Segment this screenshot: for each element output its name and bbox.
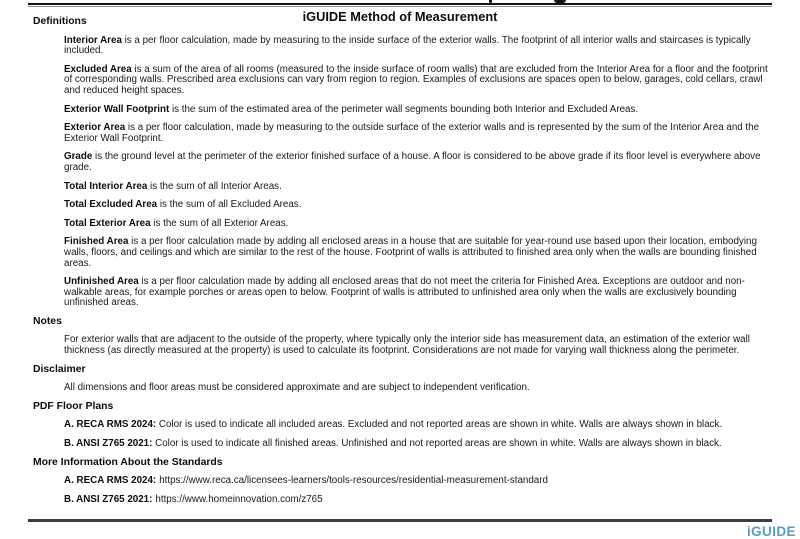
term-label: Total Exterior Area [64, 217, 151, 229]
definition-grade [64, 152, 772, 173]
pdf-floor-plans-text: Color is used to indicate all included areas. Excluded and not reported areas are shown in white. Walls are always shown in black. [156, 419, 723, 431]
term-label: A. RECA RMS 2024: [64, 419, 157, 431]
definition-text: is a per floor calculation made by adding all enclosed areas in a house that are suitable for year-round use based upon their location, embodying walls, floors, and ceilings and which are similar to the rest of the house. Footprint of walls is attributed to finished area only when the walls are bounding finished areas. [64, 236, 757, 269]
section-heading-notes: Notes [33, 315, 62, 327]
term-label: Interior Area [64, 34, 122, 46]
standard-link-reca-item [64, 476, 772, 487]
section-heading-more-information: More Information About the Standards [33, 456, 223, 468]
term-label: Unfinished Area [64, 276, 139, 288]
top-divider-rule-shadow [28, 6, 772, 7]
definition-text: is a sum of the area of all rooms (measured to the inside surface of room walls) that are excluded from the Interior Area for a floor and the footprint of corresponding walls. Prescribed area exclusions can vary from region to region. Examples of exclusions are spaces open to below, garages, cold cellars, crawl and reduced height spaces. [64, 63, 768, 96]
notes-paragraph [64, 335, 772, 356]
pdf-floor-plans-text: Color is used to indicate all finished areas. Unfinished and not reported areas are shown in white. Walls are always shown in black. [152, 438, 722, 450]
term-label: Total Interior Area [64, 180, 148, 192]
term-label: A. RECA RMS 2024: [64, 475, 157, 487]
section-heading-disclaimer: Disclaimer [33, 363, 86, 375]
definition-interior-area [64, 36, 772, 57]
document-body [33, 17, 772, 513]
definition-text: is a per floor calculation, made by measuring to the inside surface of the exterior walls. The footprint of all interior walls and staircases is typically included. [64, 34, 751, 57]
term-label: Exterior Wall Footprint [64, 103, 170, 115]
notes-text: For exterior walls that are adjacent to the outside of the property, where typically only the interior side has measurement data, an estimation of the exterior wall thickness (as directly measured at the property) is used to calculate its footprint. Considerations are not made for varying wall thickness along the perimeter. [64, 334, 750, 357]
term-label: Finished Area [64, 236, 129, 248]
standard-link-ansi-item [64, 495, 772, 506]
term-label: Exterior Area [64, 122, 126, 134]
disclaimer-paragraph [64, 383, 772, 394]
definition-text: is the sum of the estimated area of the perimeter wall segments bounding both Interior and Excluded Areas. [169, 103, 639, 115]
definition-text: is the ground level at the perimeter of the exterior finished surface of a house. A floor is considered to be above grade if its floor level is everywhere above grade. [64, 151, 761, 173]
page-title: iGUIDE Method of Measurement [302, 9, 498, 24]
ansi-standard-url[interactable]: https://www.homeinnovation.com/z765 [155, 493, 323, 505]
term-label: Grade [64, 151, 93, 163]
definition-text: is a per floor calculation made by adding all enclosed areas that do not meet the criteria for Finished Area. Exceptions are outdoor and non-walkable areas, for example porches or areas open to below. Footprint of walls is attributed to unfinished area only when the walls are exclusively bounding unfinished areas. [64, 276, 745, 309]
definition-total-exterior-area [64, 219, 772, 230]
reca-standard-url[interactable]: https://www.reca.ca/licensees-learners/tools-resources/residential-measurement-standard [159, 475, 548, 487]
definition-unfinished-area [64, 277, 772, 309]
disclaimer-text: All dimensions and floor areas must be considered approximate and are subject to independent verification. [64, 382, 530, 394]
term-label: Total Excluded Area [64, 199, 158, 211]
top-divider-rule [28, 3, 772, 5]
iguide-logo [747, 523, 799, 539]
pdf-floor-plans-reca-item [64, 420, 772, 431]
definition-excluded-area [64, 65, 772, 97]
definition-text: is the sum of all Exterior Areas. [150, 217, 289, 229]
definition-exterior-area [64, 123, 772, 144]
definition-total-interior-area [64, 182, 772, 193]
term-label: B. ANSI Z765 2021: [64, 438, 153, 450]
section-heading-pdf-floor-plans: PDF Floor Plans [33, 400, 114, 412]
definition-text: is a per floor calculation, made by measuring to the outside surface of the exterior walls and is represented by the sum of the Interior Area and the Exterior Wall Footprint. [64, 122, 760, 144]
definition-total-excluded-area [64, 200, 772, 211]
definition-text: is the sum of all Excluded Areas. [157, 199, 302, 211]
pdf-floor-plans-ansi-item [64, 439, 772, 450]
iguide-logo-text: iGUIDE [747, 523, 796, 539]
bottom-divider-rule [28, 519, 772, 522]
term-label: Excluded Area [64, 63, 132, 75]
definition-text: is the sum of all Interior Areas. [147, 180, 282, 192]
definition-finished-area [64, 237, 772, 269]
term-label: B. ANSI Z765 2021: [64, 493, 153, 505]
section-heading-definitions: Definitions [33, 16, 87, 27]
definition-exterior-wall-footprint [64, 105, 772, 116]
